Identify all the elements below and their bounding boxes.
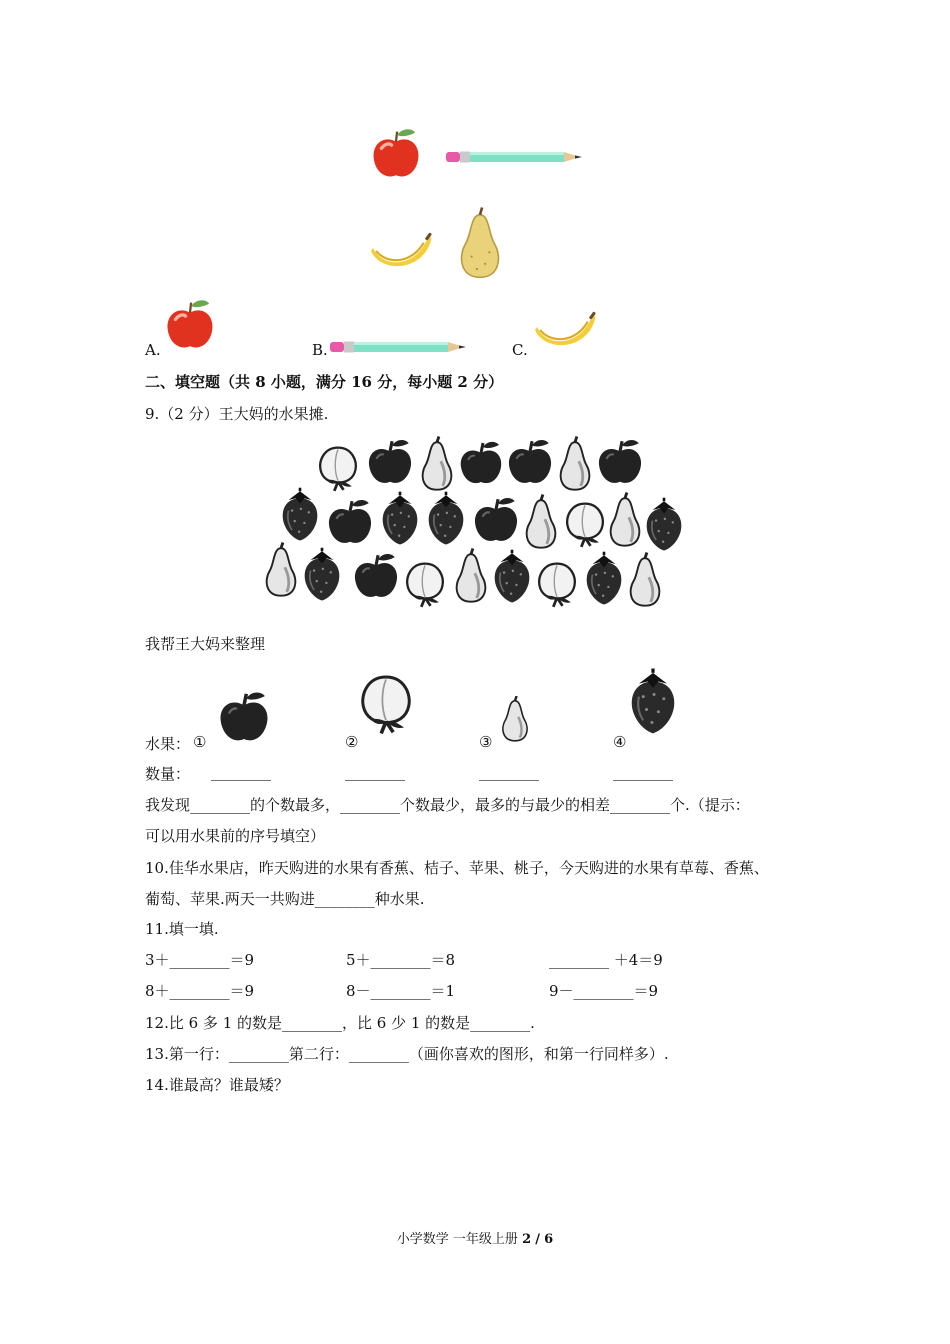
strawberry-icon	[429, 492, 464, 545]
type4-strawberry-icon	[626, 660, 680, 744]
type3-pear-icon	[498, 696, 532, 744]
fruit-stall-illustration	[260, 432, 690, 612]
type1-apple-icon	[210, 688, 278, 746]
marker-1: ①	[193, 733, 207, 751]
q8-illustration	[360, 124, 600, 284]
q9-title: 9.（2 分）王大妈的水果摊.	[145, 405, 329, 423]
quantity-blank-4[interactable]: ________	[613, 763, 673, 781]
section-heading: 二、填空题（共 8 小题，满分 16 分，每小题 2 分）	[145, 373, 504, 391]
quantity-blank-2[interactable]: ________	[345, 763, 405, 781]
apple-icon	[461, 442, 502, 483]
quantity-label: 数量：	[145, 765, 191, 783]
peach-icon	[539, 564, 575, 607]
apple-icon	[475, 498, 517, 541]
q10-line1: 10.佳华水果店，昨天购进的水果有香蕉、桔子、苹果、桃子，今天购进的水果有草莓、香蕉、	[145, 859, 769, 877]
q11-row1-col1[interactable]: 3＋________＝9	[145, 951, 255, 969]
page-footer	[0, 1228, 950, 1247]
option-c-label[interactable]: C.	[512, 341, 528, 359]
apple-icon	[509, 440, 551, 483]
marker-3: ③	[479, 733, 493, 751]
q12-text: 12.比 6 多 1 的数是________，比 6 少 1 的数是________.	[145, 1014, 535, 1032]
quantity-blank-1[interactable]: ________	[211, 763, 271, 781]
peach-icon	[567, 504, 603, 547]
q11-row2-col2[interactable]: 8－________＝1	[346, 982, 456, 1000]
pear-icon	[423, 437, 452, 490]
apple-icon	[374, 129, 419, 176]
q11-row2-col3[interactable]: 9－________＝9	[549, 982, 659, 1000]
strawberry-icon	[305, 548, 340, 601]
q11-row2-col1[interactable]: 8＋________＝9	[145, 982, 255, 1000]
page-total: 6	[544, 1232, 554, 1247]
q14-text: 14.谁最高？谁最矮？	[145, 1076, 289, 1094]
apple-icon	[329, 500, 371, 543]
fruit-row-label: 水果：	[145, 735, 191, 753]
pear-icon	[631, 553, 660, 606]
type2-peach-icon	[356, 664, 416, 738]
banana-icon	[371, 234, 431, 266]
page-current: 2	[522, 1232, 532, 1247]
pear-icon	[267, 543, 296, 596]
q11-row1-col2[interactable]: 5＋________＝8	[346, 951, 456, 969]
option-a-label[interactable]: A.	[145, 341, 161, 359]
footer-subject: 小学数学 一年级上册	[396, 1232, 518, 1247]
marker-4: ④	[613, 733, 627, 751]
peach-icon	[320, 448, 356, 491]
apple-icon	[369, 440, 411, 483]
apple-icon	[599, 440, 641, 483]
q10-line2: 葡萄、苹果.两天一共购进________种水果.	[145, 890, 425, 908]
strawberry-icon	[587, 552, 622, 605]
pear-icon	[527, 495, 556, 548]
q9-instruction: 我帮王大妈来整理	[145, 635, 266, 653]
option-c-banana-icon[interactable]	[534, 310, 596, 352]
strawberry-icon	[647, 498, 682, 551]
q9-finding-line2: 可以用水果前的序号填空）	[145, 827, 326, 845]
strawberry-icon	[495, 550, 530, 603]
pear-icon	[457, 549, 486, 602]
pear-icon	[462, 207, 499, 277]
pencil-icon	[446, 152, 582, 163]
quantity-blank-3[interactable]: ________	[479, 763, 539, 781]
pear-icon	[611, 493, 640, 546]
q11-title: 11.填一填.	[145, 920, 219, 938]
option-b-label[interactable]: B.	[312, 341, 328, 359]
apple-icon	[355, 554, 397, 597]
q11-row1-col3[interactable]: ________ ＋4＝9	[549, 951, 663, 969]
peach-icon	[407, 564, 443, 607]
strawberry-icon	[283, 488, 318, 541]
option-a-apple-icon[interactable]	[162, 296, 218, 354]
marker-2: ②	[345, 733, 359, 751]
q9-finding-line1: 我发现________的个数最多，________个数最少，最多的与最少的相差________个.（提示：	[145, 796, 750, 814]
pear-icon	[561, 437, 590, 490]
page-separator: /	[535, 1232, 541, 1247]
option-b-pencil-icon[interactable]	[330, 340, 470, 354]
q13-text: 13.第一行：________第二行：________（画你喜欢的图形，和第一行同样多）.	[145, 1045, 669, 1063]
strawberry-icon	[383, 492, 418, 545]
